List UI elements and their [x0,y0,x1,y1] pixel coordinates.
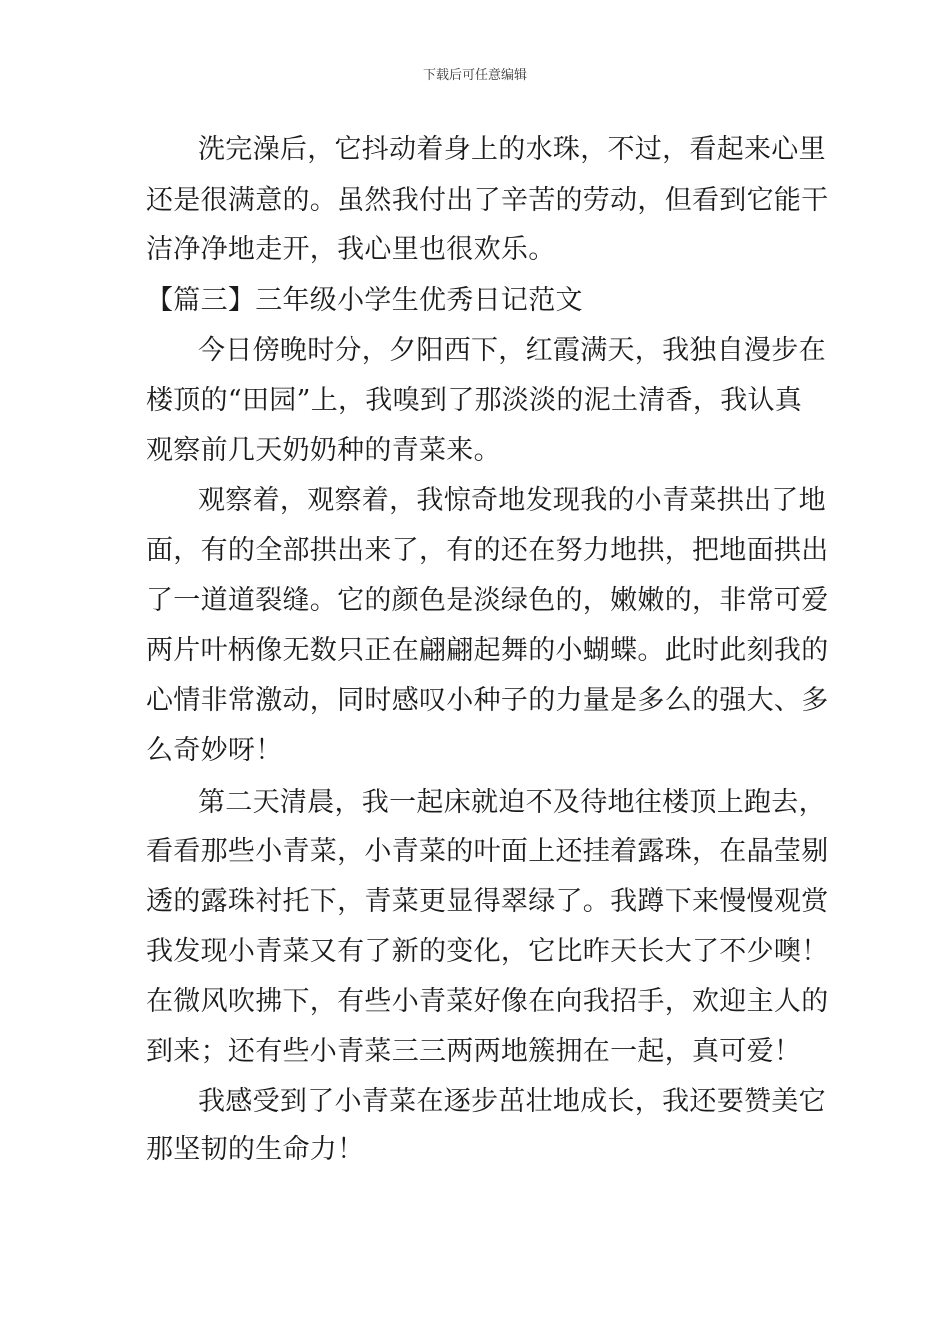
text-line-11: 两片叶柄像无数只正在翩翩起舞的小蝴蝶。此时此刻我的 [146,635,829,666]
text-line-12: 心情非常激动，同时感叹小种子的力量是多么的强大、多 [146,685,829,716]
text-line-7: 观察前几天奶奶种的青菜来。 [146,435,501,466]
text-line-9: 面，有的全部拱出来了，有的还在努力地拱，把地面拱出 [146,535,829,566]
text-line-3: 洁净净地走开，我心里也很欢乐。 [146,234,556,265]
text-line-5: 今日傍晚时分，夕阳西下，红霞满天，我独自漫步在 [198,335,826,366]
text-line-10: 了一道道裂缝。它的颜色是淡绿色的，嫩嫩的，非常可爱 [146,585,829,616]
text-line-20: 我感受到了小青菜在逐步茁壮地成长，我还要赞美它 [198,1086,826,1117]
text-line-21: 那坚韧的生命力！ [146,1134,365,1165]
text-line-2: 还是很满意的。虽然我付出了辛苦的劳动，但看到它能干 [146,185,829,216]
text-line-15: 看看那些小青菜，小青菜的叶面上还挂着露珠，在晶莹剔 [146,836,829,867]
text-line-14: 第二天清晨，我一起床就迫不及待地往楼顶上跑去， [198,787,826,818]
text-line-13: 么奇妙呀！ [146,735,283,766]
text-line-16: 透的露珠衬托下，青菜更显得翠绿了。我蹲下来慢慢观赏 [146,886,829,917]
text-line-8: 观察着，观察着，我惊奇地发现我的小青菜拱出了地 [198,485,826,516]
text-line-6: 楼顶的“田园”上，我嗅到了那淡淡的泥土清香，我认真 [146,385,803,416]
section-heading: 【篇三】三年级小学生优秀日记范文 [146,285,583,316]
text-line-18: 在微风吹拂下，有些小青菜好像在向我招手，欢迎主人的 [146,986,829,1017]
text-line-19: 到来；还有些小青菜三三两两地簇拥在一起，真可爱！ [146,1036,802,1067]
text-line-1: 洗完澡后，它抖动着身上的水珠，不过，看起来心里 [198,134,826,165]
header-note: 下载后可任意编辑 [422,68,527,83]
text-line-17: 我发现小青菜又有了新的变化，它比昨天长大了不少噢！ [146,936,829,967]
